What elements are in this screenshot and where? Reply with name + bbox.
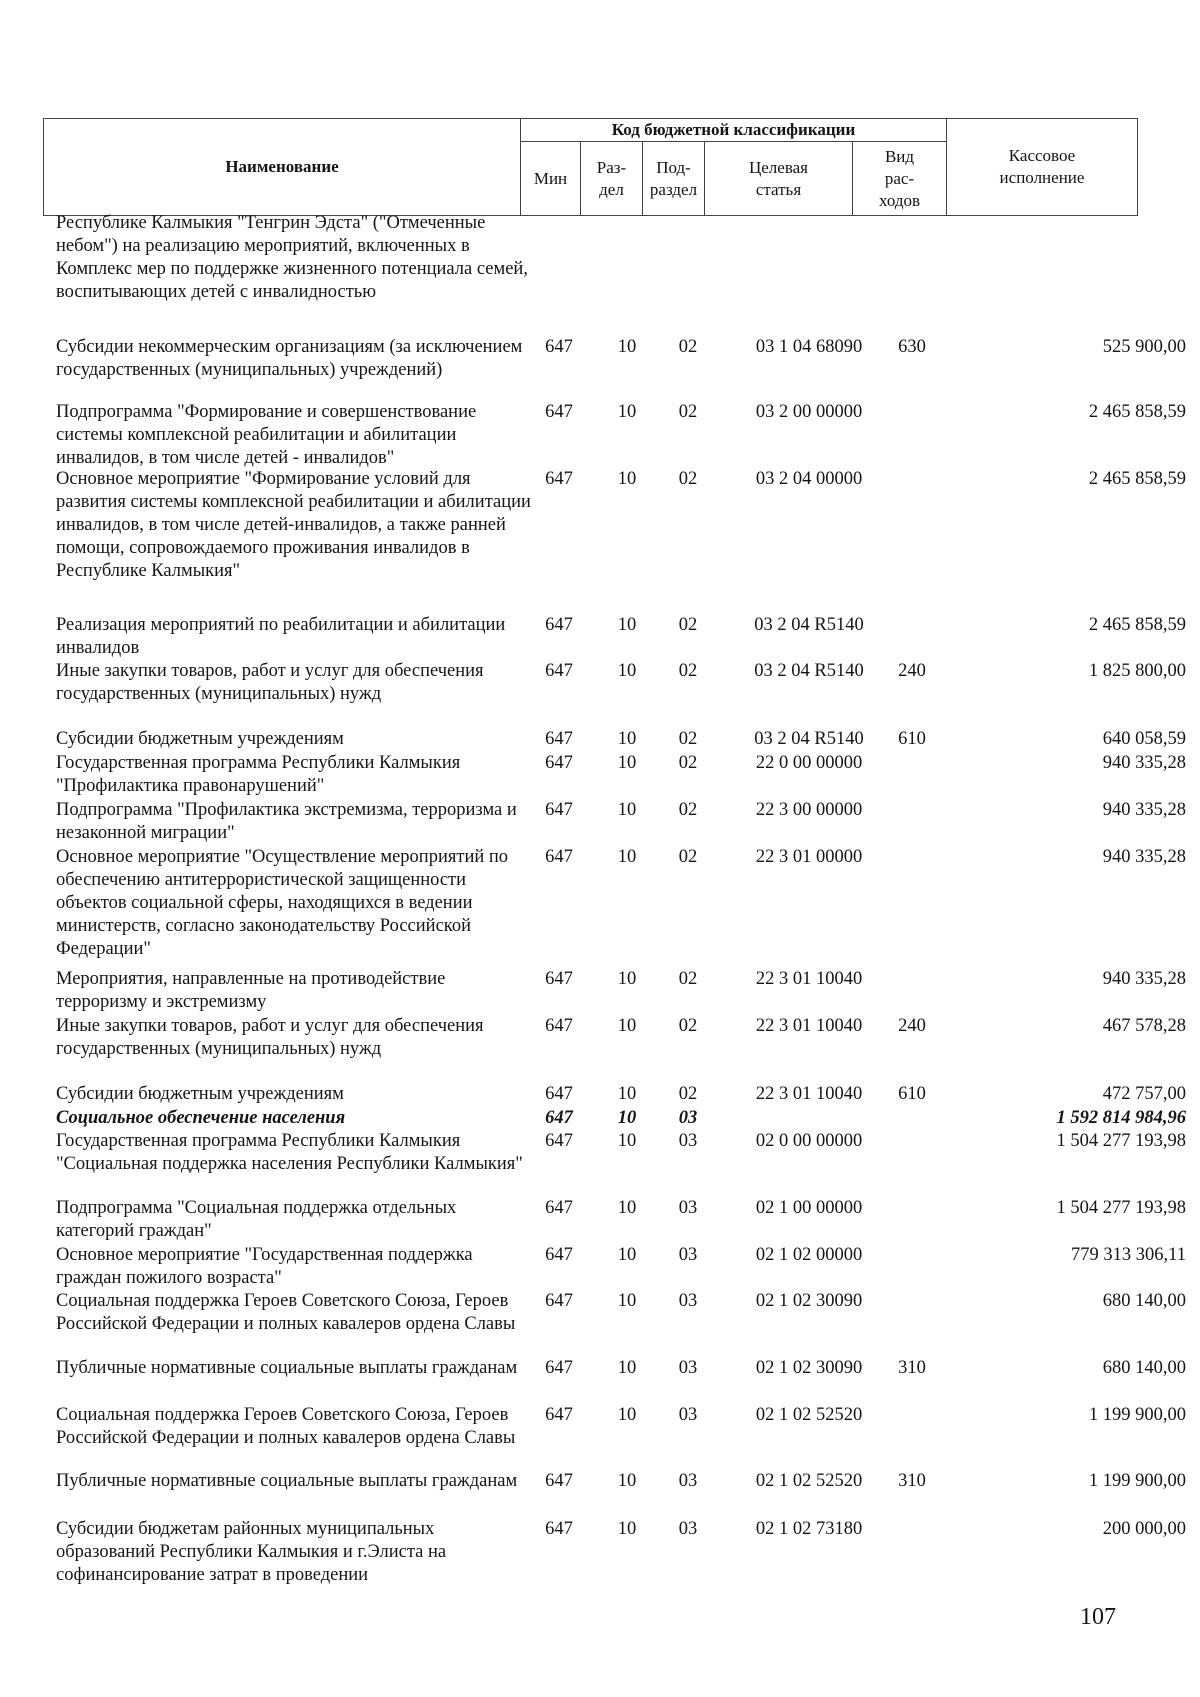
row-min: 647 — [545, 1108, 573, 1128]
row-razdel: 10 — [617, 1405, 637, 1425]
row-kassovoe: 1 199 900,00 — [1088, 1471, 1186, 1491]
row-razdel: 10 — [617, 1084, 637, 1104]
row-min: 647 — [545, 337, 573, 357]
row-podrazdel: 02 — [678, 847, 698, 867]
row-podrazdel: 02 — [678, 729, 698, 749]
row-kassovoe: 1 504 277 193,98 — [1056, 1131, 1186, 1151]
row-vid-rashodov: 240 — [898, 661, 926, 681]
row-podrazdel: 03 — [678, 1198, 698, 1218]
row-min: 647 — [545, 1198, 573, 1218]
row-name: Социальное обеспечение населения — [56, 1108, 346, 1128]
row-min: 647 — [545, 402, 573, 422]
row-celevaya: 22 3 01 00000 — [755, 847, 863, 867]
row-vid-rashodov: 240 — [898, 1016, 926, 1036]
row-kassovoe: 467 578,28 — [1102, 1016, 1186, 1036]
row-celevaya: 22 3 01 10040 — [755, 969, 863, 989]
row-vid-rashodov: 310 — [898, 1358, 926, 1378]
row-vid-rashodov: 310 — [898, 1471, 926, 1491]
header-vid: Вид рас- ходов — [878, 146, 921, 210]
row-podrazdel: 02 — [678, 753, 698, 773]
row-name: Подпрограмма "Профилактика экстремизма, терроризма и незаконной миграции" — [56, 800, 517, 843]
row-celevaya: 03 2 04 00000 — [755, 469, 863, 489]
row-name: Субсидии бюджетным учреждениям — [56, 1084, 344, 1104]
row-razdel: 10 — [617, 753, 637, 773]
row-min: 647 — [545, 1245, 573, 1265]
row-name: Субсидии бюджетным учреждениям — [56, 729, 344, 749]
row-min: 647 — [545, 1471, 573, 1491]
row-vid-rashodov: 630 — [898, 337, 926, 357]
row-podrazdel: 02 — [678, 469, 698, 489]
row-razdel: 10 — [617, 402, 637, 422]
row-razdel: 10 — [617, 729, 637, 749]
row-razdel: 10 — [617, 1519, 637, 1539]
row-celevaya: 22 3 01 10040 — [755, 1084, 863, 1104]
row-razdel: 10 — [617, 661, 637, 681]
row-podrazdel: 02 — [678, 1016, 698, 1036]
row-celevaya: 02 1 02 30090 — [755, 1291, 863, 1311]
row-kassovoe: 472 757,00 — [1102, 1084, 1186, 1104]
row-min: 647 — [545, 661, 573, 681]
row-kassovoe: 940 335,28 — [1102, 969, 1186, 989]
row-vid-rashodov: 610 — [898, 1084, 926, 1104]
row-kassovoe: 779 313 306,11 — [1071, 1245, 1186, 1265]
row-name: Реализация мероприятий по реабилитации и абилитации инвалидов — [56, 615, 506, 658]
row-podrazdel: 02 — [678, 1084, 698, 1104]
row-celevaya: 22 3 00 00000 — [755, 800, 863, 820]
row-podrazdel: 03 — [678, 1471, 698, 1491]
row-min: 647 — [545, 847, 573, 867]
header-razdel: Раз- дел — [596, 157, 627, 199]
row-razdel: 10 — [617, 1291, 637, 1311]
row-podrazdel: 02 — [678, 402, 698, 422]
header-podrazdel: Под- раздел — [649, 157, 698, 199]
row-name: Государственная программа Республики Калмыкия "Профилактика правонарушений" — [56, 753, 461, 796]
header-kassovoe: Кассовое исполнение — [999, 146, 1085, 187]
row-name: Республике Калмыкия "Тенгрин Эдста" ("Отмеченные небом") на реализацию мероприятий, включенных в Комплекс мер по поддержке жизненного потенциала семей, воспитывающих детей с инвалидностью — [56, 213, 528, 302]
row-celevaya: 02 1 02 73180 — [755, 1519, 863, 1539]
row-podrazdel: 02 — [678, 661, 698, 681]
row-podrazdel: 02 — [678, 337, 698, 357]
row-celevaya: 03 1 04 68090 — [755, 337, 863, 357]
row-podrazdel: 02 — [678, 615, 698, 635]
row-celevaya: 03 2 00 00000 — [755, 402, 863, 422]
row-razdel: 10 — [617, 1131, 637, 1151]
row-razdel: 10 — [617, 1198, 637, 1218]
row-min: 647 — [545, 1405, 573, 1425]
row-celevaya: 02 0 00 00000 — [755, 1131, 863, 1151]
row-min: 647 — [545, 969, 573, 989]
row-name: Мероприятия, направленные на противодействие терроризму и экстремизму — [56, 969, 446, 1012]
row-min: 647 — [545, 1519, 573, 1539]
row-min: 647 — [545, 729, 573, 749]
row-celevaya: 02 1 02 00000 — [755, 1245, 863, 1265]
row-name: Социальная поддержка Героев Советского Союза, Героев Российской Федерации и полных кавалеров ордена Славы — [56, 1405, 516, 1448]
row-min: 647 — [545, 469, 573, 489]
row-name: Социальная поддержка Героев Советского Союза, Героев Российской Федерации и полных кавалеров ордена Славы — [56, 1291, 516, 1334]
row-kassovoe: 2 465 858,59 — [1088, 402, 1186, 422]
row-min: 647 — [545, 753, 573, 773]
row-razdel: 10 — [617, 615, 637, 635]
row-kassovoe: 200 000,00 — [1102, 1519, 1186, 1539]
row-name: Иные закупки товаров, работ и услуг для обеспечения государственных (муниципальных) нужд — [56, 1016, 484, 1059]
row-podrazdel: 03 — [678, 1245, 698, 1265]
row-celevaya: 03 2 04 R5140 — [754, 615, 864, 635]
row-min: 647 — [545, 1291, 573, 1311]
row-kassovoe: 525 900,00 — [1102, 337, 1186, 357]
header-name: Наименование — [225, 157, 339, 176]
row-kassovoe: 940 335,28 — [1102, 847, 1186, 867]
row-name: Государственная программа Республики Калмыкия "Социальная поддержка населения Республики Калмыкия" — [56, 1131, 523, 1174]
row-name: Иные закупки товаров, работ и услуг для обеспечения государственных (муниципальных) нужд — [56, 661, 484, 704]
row-kassovoe: 680 140,00 — [1102, 1291, 1186, 1311]
row-name: Подпрограмма "Формирование и совершенствование системы комплексной реабилитации и абилитации инвалидов, в том числе детей - инвалидов" — [56, 402, 477, 468]
row-razdel: 10 — [617, 847, 637, 867]
row-kassovoe: 640 058,59 — [1102, 729, 1186, 749]
row-min: 647 — [545, 1084, 573, 1104]
row-razdel: 10 — [617, 1108, 637, 1128]
row-name: Подпрограмма "Социальная поддержка отдельных категорий граждан" — [56, 1198, 457, 1241]
row-celevaya: 02 1 00 00000 — [755, 1198, 863, 1218]
row-name: Основное мероприятие "Государственная поддержка граждан пожилого возраста" — [56, 1245, 473, 1288]
row-podrazdel: 03 — [678, 1519, 698, 1539]
row-name: Основное мероприятие "Осуществление мероприятий по обеспечению антитеррористической защищенности объектов социальной сферы, находящихся в ведении министерств, согласно законодательству Российской Федерации" — [56, 847, 509, 959]
row-name: Субсидии некоммерческим организациям (за исключением государственных (муниципальных) учреждений) — [56, 337, 523, 380]
row-celevaya: 02 1 02 52520 — [755, 1471, 863, 1491]
row-min: 647 — [545, 800, 573, 820]
row-name: Основное мероприятие "Формирование условий для развития системы комплексной реабилитации и абилитации инвалидов, в том числе детей-инвалидов, а также ранней помощи, сопровождаемого проживания инвалидов в Республике Калмыкия" — [56, 469, 531, 581]
row-min: 647 — [545, 1358, 573, 1378]
page-number: 107 — [1080, 1604, 1116, 1630]
row-podrazdel: 02 — [678, 969, 698, 989]
row-celevaya: 02 1 02 52520 — [755, 1405, 863, 1425]
row-razdel: 10 — [617, 1358, 637, 1378]
row-min: 647 — [545, 615, 573, 635]
row-razdel: 10 — [617, 1471, 637, 1491]
header-min: Мин — [533, 168, 568, 188]
row-razdel: 10 — [617, 969, 637, 989]
row-podrazdel: 03 — [678, 1358, 698, 1378]
row-podrazdel: 03 — [678, 1131, 698, 1151]
row-podrazdel: 02 — [678, 800, 698, 820]
row-celevaya: 22 0 00 00000 — [755, 753, 863, 773]
row-celevaya: 03 2 04 R5140 — [754, 661, 864, 681]
row-celevaya: 02 1 02 30090 — [755, 1358, 863, 1378]
row-kassovoe: 1 825 800,00 — [1088, 661, 1186, 681]
row-kassovoe: 1 199 900,00 — [1088, 1405, 1186, 1425]
row-celevaya: 03 2 04 R5140 — [754, 729, 864, 749]
row-razdel: 10 — [617, 337, 637, 357]
row-razdel: 10 — [617, 800, 637, 820]
row-kassovoe: 940 335,28 — [1102, 800, 1186, 820]
row-name: Публичные нормативные социальные выплаты гражданам — [56, 1358, 518, 1378]
row-podrazdel: 03 — [678, 1108, 698, 1128]
row-min: 647 — [545, 1131, 573, 1151]
row-min: 647 — [545, 1016, 573, 1036]
table-header — [43, 118, 1138, 216]
row-kassovoe: 1 504 277 193,98 — [1056, 1198, 1186, 1218]
row-kassovoe: 940 335,28 — [1102, 753, 1186, 773]
row-kassovoe: 2 465 858,59 — [1088, 469, 1186, 489]
header-code-group: Код бюджетной классификации — [611, 120, 856, 139]
row-kassovoe: 1 592 814 984,96 — [1056, 1108, 1186, 1128]
header-celevaya: Целевая статья — [748, 157, 809, 199]
row-celevaya: 22 3 01 10040 — [755, 1016, 863, 1036]
row-kassovoe: 2 465 858,59 — [1088, 615, 1186, 635]
row-name: Публичные нормативные социальные выплаты гражданам — [56, 1471, 518, 1491]
row-podrazdel: 03 — [678, 1405, 698, 1425]
row-razdel: 10 — [617, 1245, 637, 1265]
row-vid-rashodov: 610 — [898, 729, 926, 749]
row-podrazdel: 03 — [678, 1291, 698, 1311]
row-razdel: 10 — [617, 1016, 637, 1036]
row-kassovoe: 680 140,00 — [1102, 1358, 1186, 1378]
row-razdel: 10 — [617, 469, 637, 489]
row-name: Субсидии бюджетам районных муниципальных образований Республики Калмыкия и г.Элиста на софинансирование затрат в проведении — [56, 1519, 447, 1585]
